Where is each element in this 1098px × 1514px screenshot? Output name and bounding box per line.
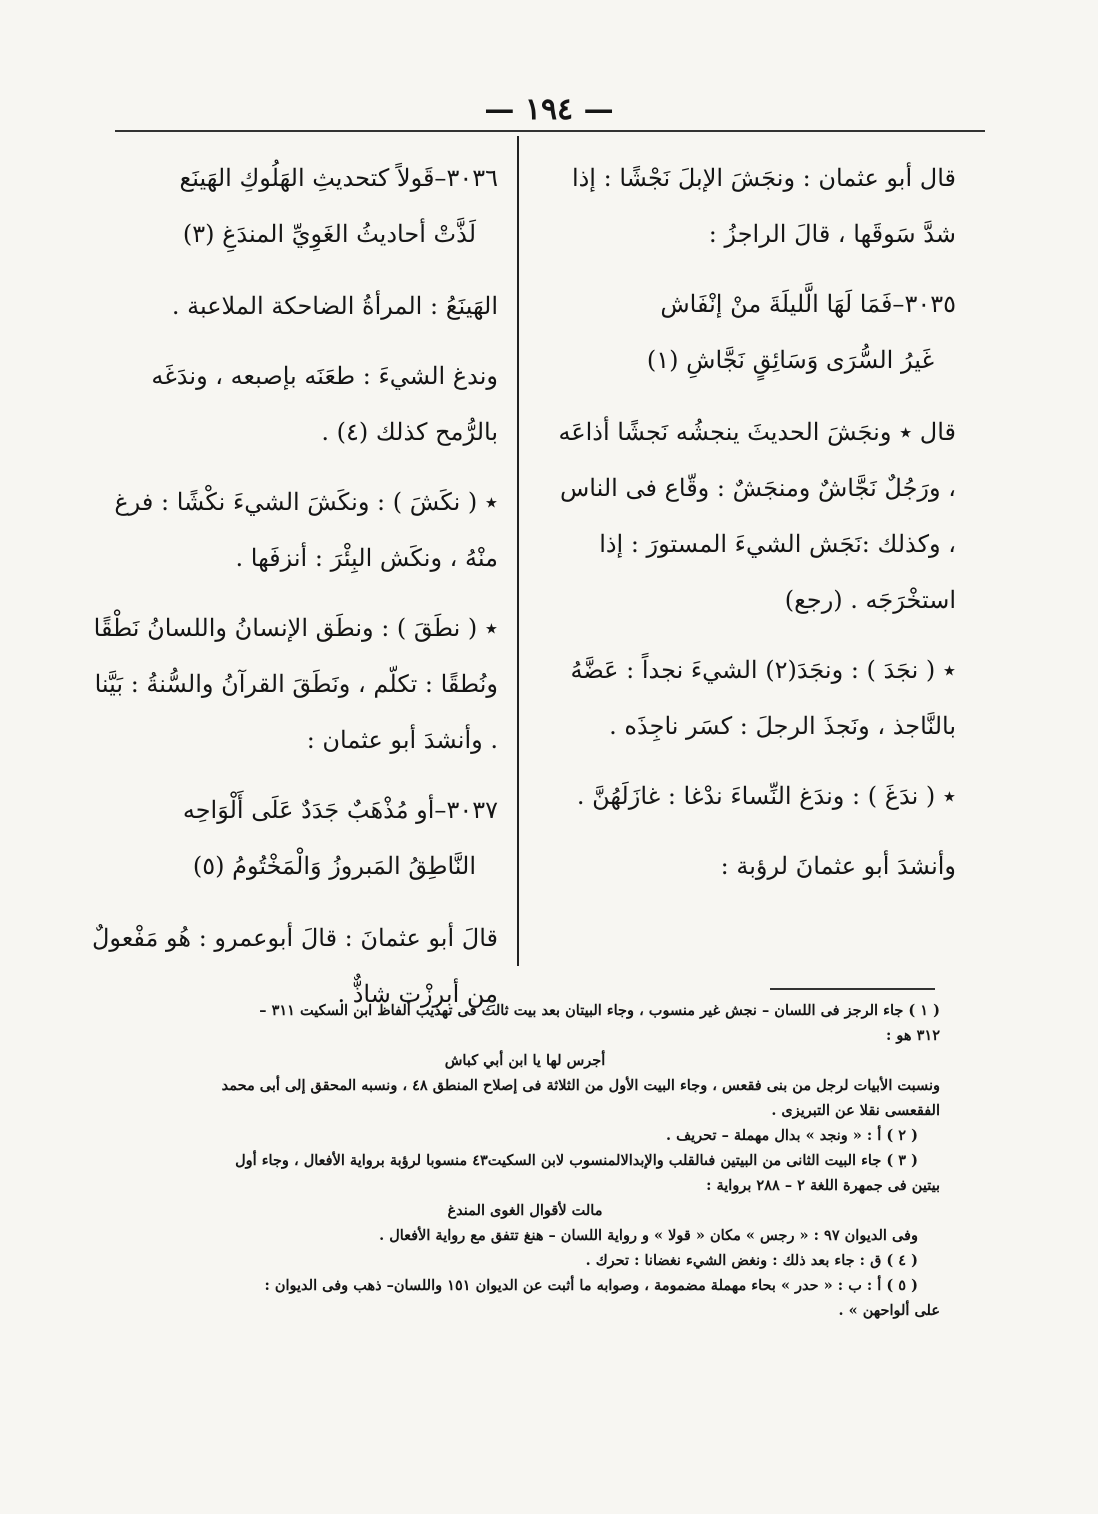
footnote-line: ( ١ ) جاء الرجز فى اللسان – نجش غير منسوب ، وجاء البيتان بعد بيت ثالث فى تهذيب ألفاظ ابن السكيت ٣١١ – xyxy=(259,1002,940,1019)
verse-line: ٣٠٣٧–أو مُذْهَبٌ جَدَدٌ عَلَى أَلْوَاحِه xyxy=(182,796,498,824)
footnote-line: ( ٣ ) جاء البيت الثانى من البيتين فىالقلب والإبدالالمنسوب لابن السكيت٤٣ منسوبا لرؤبة برواية الأفعال ، وجاء أول xyxy=(235,1152,918,1169)
paragraph: قالَ أبو عثمانَ : قالَ أبوعمرو : هُو مَفْعولٌ مِن أبرزْت شاذٌّ . xyxy=(91,924,498,1008)
footnote-line: ( ٢ ) أ : « ونجد » بدال مهملة – تحريف . xyxy=(666,1127,918,1144)
paragraph: وندغ الشيءَ : طعَنَه بإصبعه ، وندَغَه بالرُّمح كذلك (٤) . xyxy=(151,362,498,446)
footnote-line: ونسبت الأبيات لرجل من بنى فقعس ، وجاء البيت الأول من الثلاثة فى إصلاح المنطق ٤٨ ، ونسبه المحقق إلى أبى محمد xyxy=(221,1077,940,1094)
paragraph: وأنشدَ أبو عثمانَ لرؤبة : xyxy=(720,852,956,880)
column-divider xyxy=(517,136,519,966)
footnotes xyxy=(110,998,940,1323)
verse-3036 xyxy=(90,150,498,262)
paragraph: الهَينَعُ : المرأةُ الضاحكة الملاعبة . xyxy=(171,292,498,320)
footnote-verse: مالت لأقوال الغوى المندغ xyxy=(447,1202,603,1219)
paragraph: ٭ ( نطَقَ ) : ونطَق الإنسانُ واللسانُ نَطْقًا ونُطقًا : تكلّم ، ونَطَقَ القرآنُ والسُّنةُ : بَيَّنا . وأنشدَ أبو عثمان : xyxy=(93,614,498,754)
footnote-line: بيتين فى جمهرة اللغة ٢ – ٢٨٨ برواية : xyxy=(706,1177,940,1194)
footnote-line: ( ٤ ) ق : جاء بعد ذلك : ونغض الشيء نغضانا : تحرك . xyxy=(585,1252,918,1269)
verse-line: لَذَّتْ أحاديثُ الغَوِيِّ المندَغِ (٣) xyxy=(182,220,476,248)
footnote-verse: أجرس لها يا ابن أبي كباش xyxy=(444,1052,606,1069)
header-rule xyxy=(115,130,985,132)
footnote-line: ٣١٢ هو : xyxy=(886,1027,940,1044)
paragraph: ٭ ( ندَغَ ) : وندَغ النِّساءَ ندْغا : غازَلَهُنَّ . xyxy=(576,782,956,810)
page-number: — ١٩٤ — xyxy=(484,92,614,127)
verse-line: ٣٠٣٦–قَولاً كتحديثِ الهَلُوكِ الهَينَع xyxy=(179,164,498,192)
footnote-rule xyxy=(770,988,935,990)
right-column xyxy=(548,150,956,908)
paragraph: ٭ ( نكَشَ ) : ونكَشَ الشيءَ نكْشًا : فرغ منْهُ ، ونكَش البِئْرَ : أنزفَها . xyxy=(114,488,498,572)
verse-line: غَيرُ السُّرَى وَسَائِقٍ نَجَّاشِ (١) xyxy=(646,346,934,374)
footnote-line: على ألواحهن » . xyxy=(838,1302,940,1319)
paragraph: قال أبو عثمان : ونجَشَ الإبلَ نَجْشًا : إذا شدَّ سَوقَها ، قالَ الراجزُ : xyxy=(571,164,956,248)
verse-line: ٣٠٣٥–فَمَا لَهَا الَّليلَةَ منْ إنْفَاش xyxy=(660,290,956,318)
left-column xyxy=(90,150,498,1036)
paragraph: ٭ ( نجَدَ ) : ونجَدَ(٢) الشيءَ نجداً : عَضَّهُ بالنَّاجذ ، ونَجذَ الرجلَ : كسَر ناجِذَه . xyxy=(570,656,956,740)
verse-line: النَّاطِقُ المَبروزُ وَالْمَخْتُومُ (٥) xyxy=(192,852,476,880)
verse-3035 xyxy=(548,276,956,388)
footnote-line: وفى الديوان ٩٧ : « رجس » مكان « قولا » و رواية اللسان – هنغ تتفق مع رواية الأفعال . xyxy=(379,1227,918,1244)
footnote-line: الفقعسى نقلا عن التبريزى . xyxy=(771,1102,940,1119)
footnote-line: ( ٥ ) أ : ب : « حدر » بحاء مهملة مضمومة ، وصوابه ما أثبت عن الديوان ١٥١ واللسان– ذهب وفى الديوان : xyxy=(264,1277,918,1294)
paragraph: قال ٭ ونجَشَ الحديثَ ينجشُه نَجشًا أذاعَه ، ورَجُلٌ نَجَّاشٌ ومنجَشٌ : وقّاع فى الناس ، وكذلك :نَجَش الشيءَ المستورَ : إذا استخْرَجَه . (رجع) xyxy=(558,418,956,614)
verse-3037 xyxy=(90,782,498,894)
